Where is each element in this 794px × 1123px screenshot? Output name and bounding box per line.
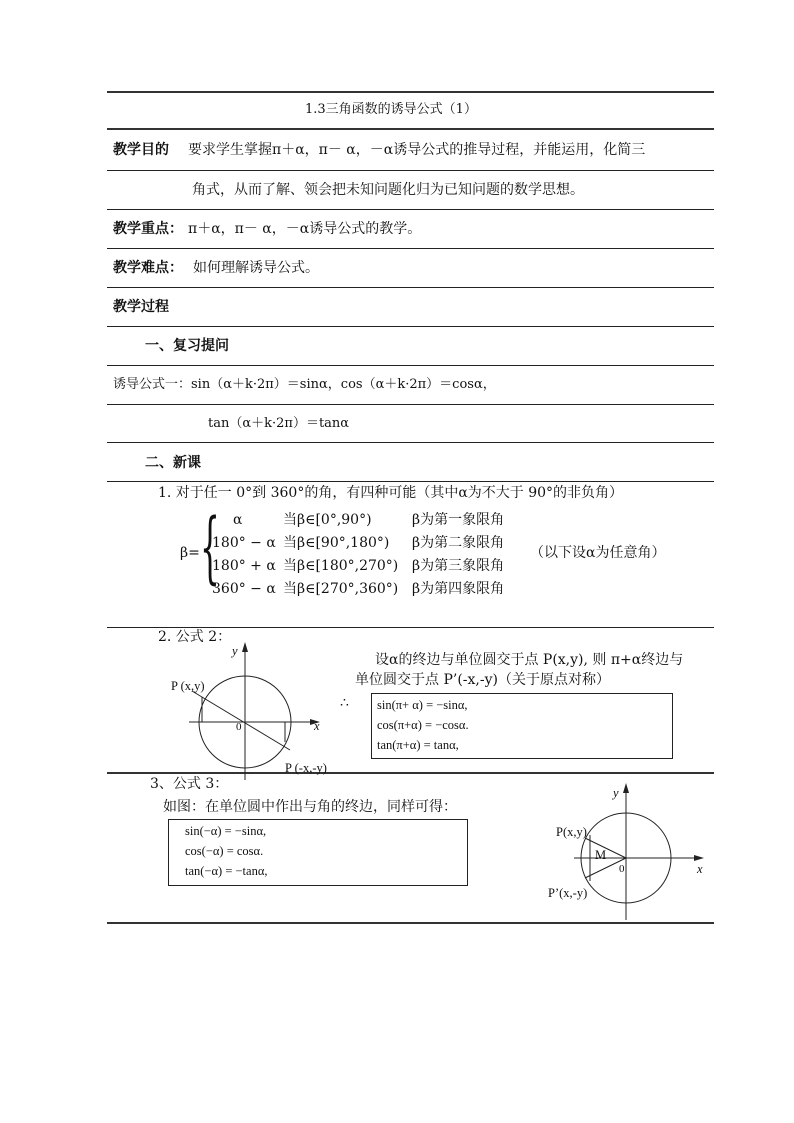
formula-one-tan: tan（α＋k·2π）＝tanα bbox=[208, 416, 350, 431]
case-desc: β为第二象限角 bbox=[412, 535, 505, 551]
formula2-tan: tan(π+α) = tanα, bbox=[377, 738, 459, 752]
item2-desc1: 设α的终边与单位圆交于点 P(x,y), 则 π+α终边与 bbox=[375, 652, 684, 668]
item3-heading: 3、公式 3： bbox=[150, 776, 229, 792]
key-point-label: 教学重点： bbox=[113, 221, 183, 237]
case-desc: β为第三象限角 bbox=[412, 558, 505, 574]
case-cond: 当β∈[270°,360°) bbox=[283, 581, 399, 597]
difficulty-label: 教学难点： bbox=[113, 260, 183, 276]
case-desc: β为第一象限角 bbox=[412, 512, 505, 528]
case-cond: 当β∈[90°,180°) bbox=[283, 535, 390, 551]
beta-label: β= bbox=[180, 545, 200, 561]
formula3-box bbox=[168, 819, 468, 886]
formula3-cos: cos(−α) = cosα. bbox=[185, 844, 264, 858]
item3-desc: 如图：在单位圆中作出与角的终边，同样可得： bbox=[163, 799, 457, 815]
new-lesson-heading: 二、新课 bbox=[145, 455, 201, 471]
fig2-p2-label: P’(x,-y) bbox=[548, 886, 588, 900]
fig1-origin-label: 0 bbox=[236, 721, 242, 733]
key-point-text: π＋α，π－ α，－α诱导公式的教学。 bbox=[188, 221, 422, 237]
fig1-p2-label: P (-x,-y) bbox=[285, 761, 327, 775]
therefore-symbol: ∴ bbox=[340, 695, 349, 711]
fig2-x-label: x bbox=[697, 862, 703, 876]
note-text: （以下设α为任意角） bbox=[530, 545, 666, 561]
formula3-sin: sin(−α) = −sinα, bbox=[185, 824, 267, 838]
case-expr: 180° + α bbox=[212, 558, 276, 574]
difficulty-text: 如何理解诱导公式。 bbox=[193, 260, 319, 276]
review-heading: 一、复习提问 bbox=[145, 338, 229, 354]
case-cond: 当β∈[180°,270°) bbox=[283, 558, 399, 574]
formula2-cos: cos(π+α) = −cosα. bbox=[377, 718, 469, 732]
formula3-tan: tan(−α) = −tanα, bbox=[185, 864, 268, 878]
fig2-y-label: y bbox=[613, 786, 619, 800]
fig1-y-label: y bbox=[232, 644, 238, 658]
formula-one: 诱导公式一：sin（α＋k·2π）＝sinα，cos（α＋k·2π）＝cosα， bbox=[113, 377, 496, 392]
objective-text-cont: 角式，从而了解、领会把未知问题化归为已知问题的数学思想。 bbox=[192, 182, 584, 198]
fig2-m-label: M bbox=[595, 848, 607, 862]
page-title: 1.3三角函数的诱导公式（1） bbox=[305, 102, 477, 117]
item1-text: 1. 对于任一 0°到 360°的角，有四种可能（其中α为不大于 90°的非负角） bbox=[158, 485, 624, 501]
formula2-sin: sin(π+ α) = −sinα, bbox=[377, 698, 468, 712]
item2-desc2: 单位圆交于点 P’(-x,-y)（关于原点对称） bbox=[355, 672, 610, 688]
fig1-x-label: x bbox=[314, 719, 320, 733]
objective-label: 教学目的 bbox=[113, 142, 169, 158]
case-expr: 180° − α bbox=[212, 535, 276, 551]
fig2-origin-label: 0 bbox=[619, 863, 625, 875]
case-expr: α bbox=[233, 512, 243, 528]
brace-icon: { bbox=[200, 503, 220, 593]
case-expr: 360° − α bbox=[212, 581, 276, 597]
fig2-p-label: P(x,y) bbox=[556, 825, 587, 839]
objective-text: 要求学生掌握π＋α，π－ α，－α诱导公式的推导过程，并能运用，化简三 bbox=[188, 142, 646, 158]
case-desc: β为第四象限角 bbox=[412, 581, 505, 597]
item2-heading: 2. 公式 2： bbox=[158, 629, 232, 645]
process-heading: 教学过程 bbox=[113, 299, 169, 315]
case-cond: 当β∈[0°,90°) bbox=[283, 512, 372, 528]
fig1-p-label: P (x,y) bbox=[171, 679, 205, 693]
